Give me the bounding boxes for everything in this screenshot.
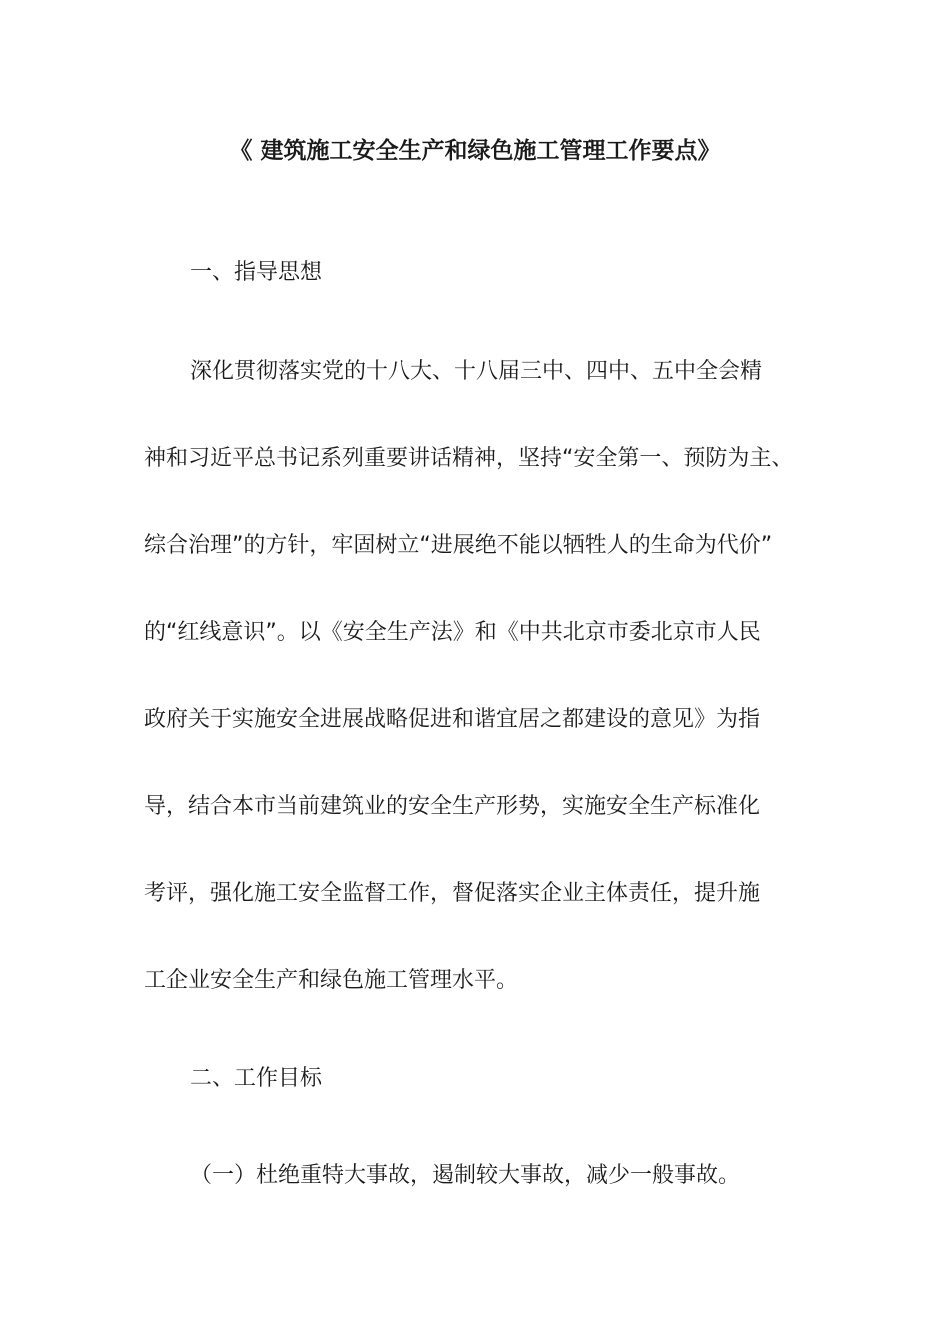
paragraph-line: 综合治理”的方针，牢固树立“进展绝不能以牺牲人的生命为代价” — [144, 533, 773, 558]
paragraph-line: 深化贯彻落实党的十八大、十八届三中、四中、五中全会精 — [190, 359, 763, 384]
document-title: 《 建筑施工安全生产和绿色施工管理工作要点》 — [229, 138, 721, 164]
paragraph-line: 导，结合本市当前建筑业的安全生产形势，实施安全生产标准化 — [144, 794, 761, 819]
paragraph-line: 政府关于实施安全进展战略促进和谐宜居之都建设的意见》为指 — [144, 707, 761, 732]
paragraph-line: 的“红线意识”。以《安全生产法》和《中共北京市委北京市人民 — [144, 620, 761, 645]
paragraph-line: 神和习近平总书记系列重要讲话精神，坚持“安全第一、预防为主、 — [144, 446, 794, 471]
list-item: （一）杜绝重特大事故，遏制较大事故，减少一般事故。 — [190, 1163, 741, 1188]
section-heading-guiding-thought: 一、指导思想 — [190, 260, 323, 285]
paragraph-line: 工企业安全生产和绿色施工管理水平。 — [144, 968, 519, 993]
section-heading-work-goals: 二、工作目标 — [190, 1066, 323, 1091]
paragraph-line: 考评，强化施工安全监督工作，督促落实企业主体责任，提升施 — [144, 881, 761, 906]
